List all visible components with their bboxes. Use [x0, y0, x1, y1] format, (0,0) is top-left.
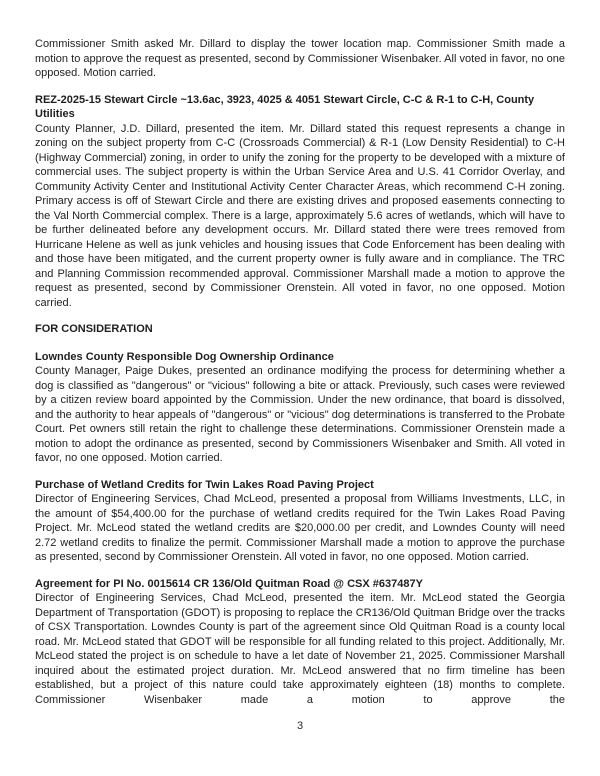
paragraph-tower-location-map-motion: Commissioner Smith asked Mr. Dillard to display the tower location map. Commissioner Smith made a motion to approve the request as presented, second by Commissioner Wisenbaker. All voted in favor, no one opposed. Motion carried. — [35, 38, 565, 79]
paragraph-wetland-credits: Director of Engineering Services, Chad McLeod, presented a proposal from Williams Investments, LLC, in the amount of $54,400.00 for the purchase of wetland credits required for the Twin Lakes Road Paving Project. Mr. McLeod stated the wetland credits are $20,000.00 per credit, and Lowndes County will need 2.72 wetland credits to finalize the permit. Commissioner Marshall made a motion to approve the purchase as presented, second by Commissioner Orenstein. All voted in favor, no one opposed. Motion carried. — [35, 493, 565, 563]
heading-wetland-credits: Purchase of Wetland Credits for Twin Lakes Road Paving Project — [35, 478, 374, 491]
agenda-item-wetland-credits — [35, 478, 565, 565]
heading-dog-ordinance: Lowndes County Responsible Dog Ownership Ordinance — [35, 350, 334, 363]
agenda-item-dog-ordinance — [35, 350, 565, 466]
heading-csx-agreement: Agreement for PI No. 0015614 CR 136/Old Quitman Road @ CSX #637487Y — [35, 577, 423, 590]
paragraph-csx-agreement: Director of Engineering Services, Chad McLeod, presented the item. Mr. McLeod stated the Georgia Department of Transportation (GDOT) is proposing to replace the CR136/Old Quitman Bridge over the tracks of CSX Transportation. Lowndes County is part of the agreement since Old Quitman Road is a county local road. Mr. McLeod stated that GDOT will be responsible for all funding related to this project. Additionally, Mr. McLeod stated the project is on schedule to have a let date of November 21, 2025. Commissioner Marshall inquired about the estimated project duration. Mr. McLeod answered that no firm timeline has been established, but a project of this nature could take approximately eighteen (18) months to complete. Commissioner Wisenbaker made a motion to approve the — [35, 592, 565, 706]
paragraph-dog-ordinance: County Manager, Paige Dukes, presented an ordinance modifying the process for determining whether a dog is classified as "dangerous" or "vicious" following a bite or attack. Previously, such cases were reviewed by a citizen review board appointed by the Commission. Under the new ordinance, that board is dissolved, and the authority to hear appeals of "dangerous" or "vicious" dog determinations is transferred to the Probate Court. Pet owners still retain the right to challenge these determinations. Commissioner Orenstein made a motion to adopt the ordinance as presented, second by Commissioners Wisenbaker and Smith. All voted in favor, no one opposed. Motion carried. — [35, 365, 565, 464]
heading-rez-2025-15: REZ-2025-15 Stewart Circle ~13.6ac, 3923, 4025 & 4051 Stewart Circle, C-C & R-1 to C-H, County Utilities — [35, 93, 535, 120]
agenda-item-csx-agreement — [35, 577, 565, 708]
agenda-item-rez-2025-15 — [35, 93, 565, 311]
section-heading-for-consideration: FOR CONSIDERATION — [35, 323, 153, 335]
page-number: 3 — [296, 720, 304, 732]
paragraph-rez-2025-15: County Planner, J.D. Dillard, presented the item. Mr. Dillard stated this request represents a change in zoning on the subject property from C-C (Crossroads Commercial) & R-1 (Low Density Residential) to C-H (Highway Commercial) zoning, in order to unify the zoning for the property to be developed with a mixture of commercial uses. The subject property is within the Urban Service Area and U.S. 41 Corridor Overlay, and Community Activity Center and Institutional Activity Center Character Areas, which recommend C-H zoning. Primary access is off of Stewart Circle and there are existing drives and proposed easements connecting to the Val North Commercial complex. There is a large, approximately 5.6 acres of wetlands, which will have to be further delineated before any development occurs. Mr. Dillard stated there were trees removed from Hurricane Helene as well as junk vehicles and housing issues that Code Enforcement has been dealing with and those have been mitigated, and the current property owner is fully aware and in compliance. The TRC and Planning Commission recommended approval. Commissioner Marshall made a motion to approve the request as presented, second by Commissioner Orenstein. All voted in favor, no one opposed. Motion carried. — [35, 122, 565, 309]
